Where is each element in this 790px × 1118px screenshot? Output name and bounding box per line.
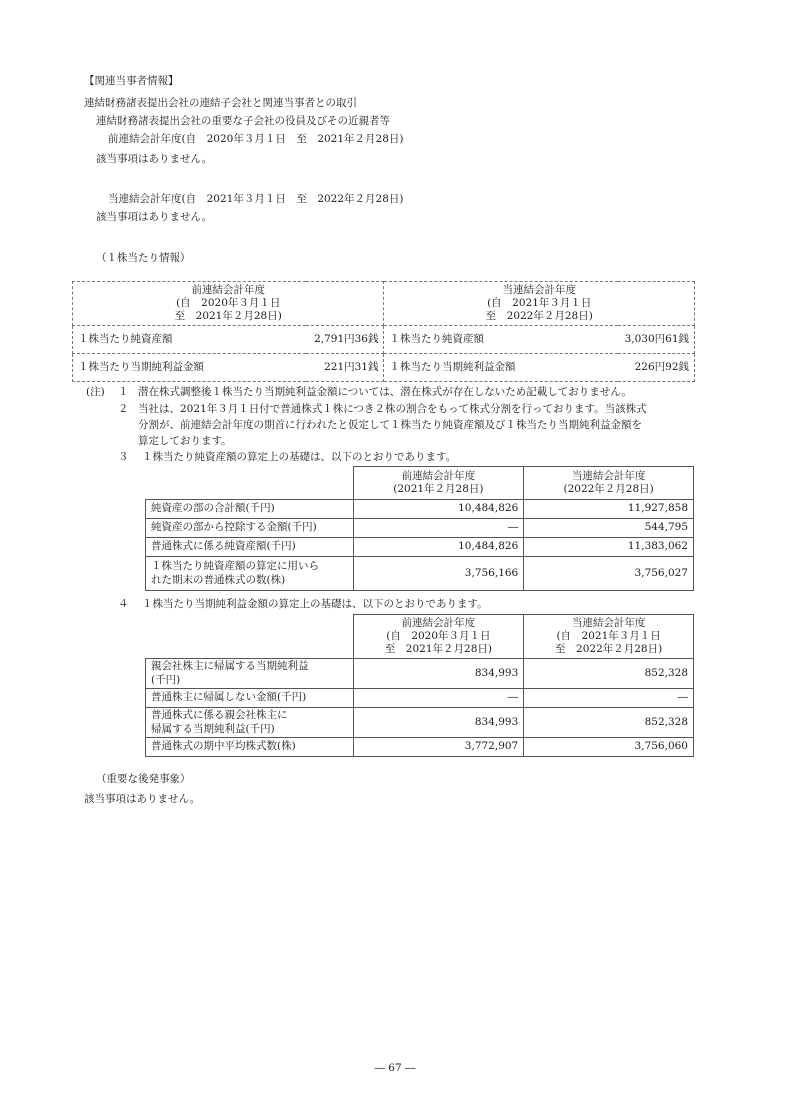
- note-1-text: 潜在株式調整後１株当たり当期純利益金額については、潜在株式が存在しないため記載しておりません。: [138, 386, 632, 398]
- related-prev-none: 該当事項はありません。: [96, 153, 213, 165]
- row-value-prev: ―: [353, 519, 524, 538]
- t3-header-curr: [524, 467, 694, 500]
- t4-header-prev-title: 前連結会計年度: [401, 616, 476, 629]
- row-value-prev: ―: [353, 689, 524, 708]
- row-value-curr: ―: [524, 689, 694, 708]
- t4-header-curr-title: 当連結会計年度: [571, 616, 646, 629]
- table-row: [146, 659, 694, 689]
- row-value-prev: 3,772,907: [353, 738, 524, 757]
- t4-header-prev-to: 至 2021年２月28日): [384, 643, 492, 656]
- table-row: [146, 689, 694, 708]
- row-label: [146, 557, 354, 591]
- per-share-value: 221円31銭: [306, 354, 384, 382]
- note-2-line3: 算定しております。: [138, 435, 232, 447]
- net-assets-basis-table: [145, 466, 694, 591]
- row-label-line2: 帰属する当期純利益(千円): [151, 722, 275, 735]
- row-value-curr: 544,795: [524, 519, 694, 538]
- related-heading: 【関連当事者情報】: [84, 75, 179, 87]
- notes-prefix: (注): [86, 386, 105, 398]
- t4-header-prev: [353, 615, 524, 659]
- row-label-line1: 親会社株主に帰属する当期純利益: [151, 660, 309, 673]
- prev-header-title: 前連結会計年度: [191, 283, 265, 296]
- related-line1: 連結財務諸表提出会社の連結子会社と関連当事者との取引: [84, 97, 357, 109]
- per-share-label: １株当たり純資産額: [384, 326, 618, 354]
- per-share-label: １株当たり純資産額: [73, 326, 307, 354]
- note-4-text: １株当たり当期純利益金額の算定上の基礎は、以下のとおりであります。: [142, 598, 488, 610]
- prev-header-from: (自 2020年３月１日: [176, 296, 281, 309]
- row-value-curr: 852,328: [524, 659, 694, 689]
- row-label: [146, 708, 354, 738]
- note-3-number: ３: [118, 451, 129, 463]
- table-row: [73, 326, 695, 354]
- per-share-value: 2,791円36銭: [306, 326, 384, 354]
- related-curr-period: 当連結会計年度(自 2021年３月１日 至 2022年２月28日): [108, 193, 404, 205]
- row-value-prev: 10,484,826: [353, 500, 524, 519]
- row-label: 普通株式の期中平均株式数(株): [146, 738, 354, 757]
- curr-header-title: 当連結会計年度: [502, 283, 576, 296]
- t3-header-prev-date: (2021年２月28日): [393, 483, 484, 495]
- row-value-curr: 852,328: [524, 708, 694, 738]
- note-3-text: １株当たり純資産額の算定上の基礎は、以下のとおりであります。: [142, 451, 457, 463]
- row-label-line1: 普通株式に係る親会社株主に: [151, 709, 288, 722]
- per-share-heading: （１株当たり情報）: [96, 252, 191, 264]
- note-1-number: １: [118, 386, 129, 398]
- t4-header-curr-from: (自 2021年３月１日: [556, 629, 661, 642]
- note-2-line1: 当社は、2021年３月１日付で普通株式１株につき２株の割合をもって株式分割を行っております。当該株式: [138, 403, 647, 415]
- row-label-line2: (千円): [151, 673, 181, 686]
- related-line2: 連結財務諸表提出会社の重要な子会社の役員及びその近親者等: [96, 115, 390, 127]
- note-4-number: ４: [118, 598, 129, 610]
- t3-header-prev-title: 前連結会計年度: [401, 469, 476, 482]
- t4-header-curr-to: 至 2022年２月28日): [555, 643, 663, 656]
- row-value-curr: 11,383,062: [524, 538, 694, 557]
- table-row: [146, 557, 694, 591]
- table-row: [146, 538, 694, 557]
- table-row: [146, 500, 694, 519]
- empty-header-cell: [146, 467, 354, 500]
- per-share-header-prev: [73, 282, 384, 326]
- t3-header-curr-title: 当連結会計年度: [571, 469, 646, 482]
- table-row: [73, 354, 695, 382]
- per-share-label: １株当たり当期純利益金額: [73, 354, 307, 382]
- table-row: [146, 708, 694, 738]
- table-header-row: [146, 467, 694, 500]
- curr-header-from: (自 2021年３月１日: [487, 296, 592, 309]
- row-value-prev: 3,756,166: [353, 557, 524, 591]
- row-label: 純資産の部の合計額(千円): [146, 500, 354, 519]
- t4-header-prev-from: (自 2020年３月１日: [386, 629, 491, 642]
- row-value-curr: 3,756,060: [524, 738, 694, 757]
- related-prev-period: 前連結会計年度(自 2020年３月１日 至 2021年２月28日): [108, 133, 404, 145]
- related-curr-none: 該当事項はありません。: [96, 211, 213, 223]
- row-value-curr: 11,927,858: [524, 500, 694, 519]
- subsequent-heading: （重要な後発事象）: [96, 773, 191, 785]
- table-header-row: [146, 615, 694, 659]
- per-share-header-row: [73, 282, 695, 326]
- per-share-value: 3,030円61銭: [618, 326, 695, 354]
- curr-header-to: 至 2022年２月28日): [485, 310, 593, 323]
- row-value-prev: 834,993: [353, 708, 524, 738]
- row-label: [146, 659, 354, 689]
- t3-header-prev: [353, 467, 524, 500]
- per-share-table: [72, 281, 695, 382]
- note-2-line2: 分割が、前連結会計年度の期首に行われたと仮定して１株当たり純資産額及び１株当たり当期純利益金額を: [138, 419, 642, 431]
- subsequent-text: 該当事項はありません。: [84, 793, 201, 805]
- page-number: ― 67 ―: [374, 1062, 416, 1074]
- net-income-basis-table: [145, 614, 694, 757]
- row-label-line1: １株当たり純資産額の算定に用いら: [151, 560, 319, 573]
- table-row: [146, 519, 694, 538]
- prev-header-to: 至 2021年２月28日): [174, 310, 282, 323]
- empty-header-cell: [146, 615, 354, 659]
- row-value-curr: 3,756,027: [524, 557, 694, 591]
- row-value-prev: 10,484,826: [353, 538, 524, 557]
- table-row: [146, 738, 694, 757]
- per-share-value: 226円92銭: [618, 354, 695, 382]
- row-label: 普通株式に係る純資産額(千円): [146, 538, 354, 557]
- note-2-number: ２: [118, 403, 129, 415]
- row-value-prev: 834,993: [353, 659, 524, 689]
- t4-header-curr: [524, 615, 694, 659]
- per-share-label: １株当たり当期純利益金額: [384, 354, 618, 382]
- row-label: 普通株主に帰属しない金額(千円): [146, 689, 354, 708]
- per-share-header-curr: [384, 282, 695, 326]
- row-label-line2: れた期末の普通株式の数(株): [151, 573, 286, 586]
- t3-header-curr-date: (2022年２月28日): [563, 483, 654, 495]
- row-label: 純資産の部から控除する金額(千円): [146, 519, 354, 538]
